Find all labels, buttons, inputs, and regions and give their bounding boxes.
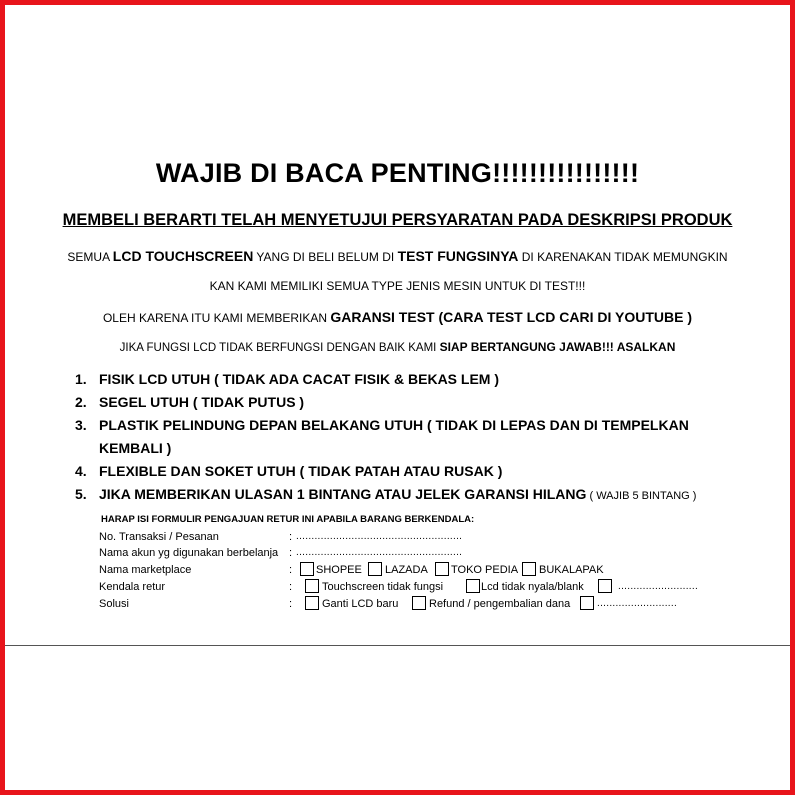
checkbox-refund[interactable] [412, 596, 426, 610]
notice-line-1: SEMUA LCD TOUCHSCREEN YANG DI BELI BELUM DI TEST FUNGSINYA DI KARENAKAN TIDAK MEMUNGKIN [67, 248, 728, 264]
divider-line [5, 645, 790, 646]
condition-item: 3. PLASTIK PELINDUNG DEPAN BELAKANG UTUH ( TIDAK DI LEPAS DAN DI TEMPELKAN KEMBALI ) [75, 417, 689, 456]
colon: : [289, 547, 293, 559]
option-tokopedia: TOKO PEDIA [451, 564, 519, 576]
option-refund: Refund / pengembalian dana [429, 598, 571, 610]
checkbox-kendala-other[interactable] [598, 579, 612, 593]
checkbox-solusi-other[interactable] [580, 596, 594, 610]
option-lcd-blank: Lcd tidak nyala/blank [481, 581, 584, 593]
checkbox-lazada[interactable] [368, 562, 382, 576]
condition-item: 2. SEGEL UTUH ( TIDAK PUTUS ) [75, 394, 305, 410]
subtitle: MEMBELI BERARTI TELAH MENYETUJUI PERSYARATAN PADA DESKRIPSI PRODUK [62, 211, 733, 229]
transaksi-field[interactable]: ...................................................... [296, 531, 463, 542]
solusi-other-field[interactable]: .......................... [597, 598, 678, 609]
notice-line-2: KAN KAMI MEMILIKI SEMUA TYPE JENIS MESIN UNTUK DI TEST!!! [209, 279, 586, 293]
solusi-label: Solusi [99, 598, 129, 610]
page-title: WAJIB DI BACA PENTING!!!!!!!!!!!!!!!! [155, 158, 640, 188]
checkbox-bukalapak[interactable] [522, 562, 536, 576]
checkbox-lcd-blank[interactable] [466, 579, 480, 593]
notice-line-3: OLEH KARENA ITU KAMI MEMBERIKAN GARANSI TEST (CARA TEST LCD CARI DI YOUTUBE ) [102, 309, 693, 325]
warranty-conditions-list [75, 368, 755, 508]
checkbox-ganti-lcd[interactable] [305, 596, 319, 610]
checkbox-tokopedia[interactable] [435, 562, 449, 576]
condition-item: 1. FISIK LCD UTUH ( TIDAK ADA CACAT FISIK & BEKAS LEM ) [75, 371, 500, 387]
colon: : [289, 531, 293, 543]
akun-field[interactable]: ...................................................... [296, 547, 463, 558]
checkbox-shopee[interactable] [300, 562, 314, 576]
option-lazada: LAZADA [385, 564, 428, 576]
form-title: HARAP ISI FORMULIR PENGAJUAN RETUR INI APABILA BARANG BERKENDALA: [101, 514, 475, 525]
kendala-label: Kendala retur [99, 581, 166, 593]
option-ganti-lcd: Ganti LCD baru [322, 598, 399, 610]
option-shopee: SHOPEE [316, 564, 362, 576]
kendala-other-field[interactable]: .......................... [618, 581, 699, 592]
condition-item: 4. FLEXIBLE DAN SOKET UTUH ( TIDAK PATAH ATAU RUSAK ) [75, 463, 503, 479]
colon: : [289, 598, 293, 610]
form-row-marketplace [99, 563, 699, 577]
condition-item: 5. JIKA MEMBERIKAN ULASAN 1 BINTANG ATAU JELEK GARANSI HILANG ( WAJIB 5 BINTANG ) [75, 486, 697, 502]
marketplace-label: Nama marketplace [99, 564, 192, 576]
form-row-solusi [99, 597, 699, 611]
form-row-kendala [99, 580, 699, 594]
colon: : [289, 581, 293, 593]
colon: : [289, 564, 293, 576]
checkbox-touchscreen[interactable] [305, 579, 319, 593]
transaksi-label: No. Transaksi / Pesanan [99, 531, 219, 543]
option-bukalapak: BUKALAPAK [539, 564, 604, 576]
notice-line-4: JIKA FUNGSI LCD TIDAK BERFUNGSI DENGAN BAIK KAMI SIAP BERTANGUNG JAWAB!!! ASALKAN [119, 340, 676, 354]
akun-label: Nama akun yg digunakan berbelanja [99, 547, 279, 559]
option-touchscreen: Touchscreen tidak fungsi [322, 581, 444, 593]
